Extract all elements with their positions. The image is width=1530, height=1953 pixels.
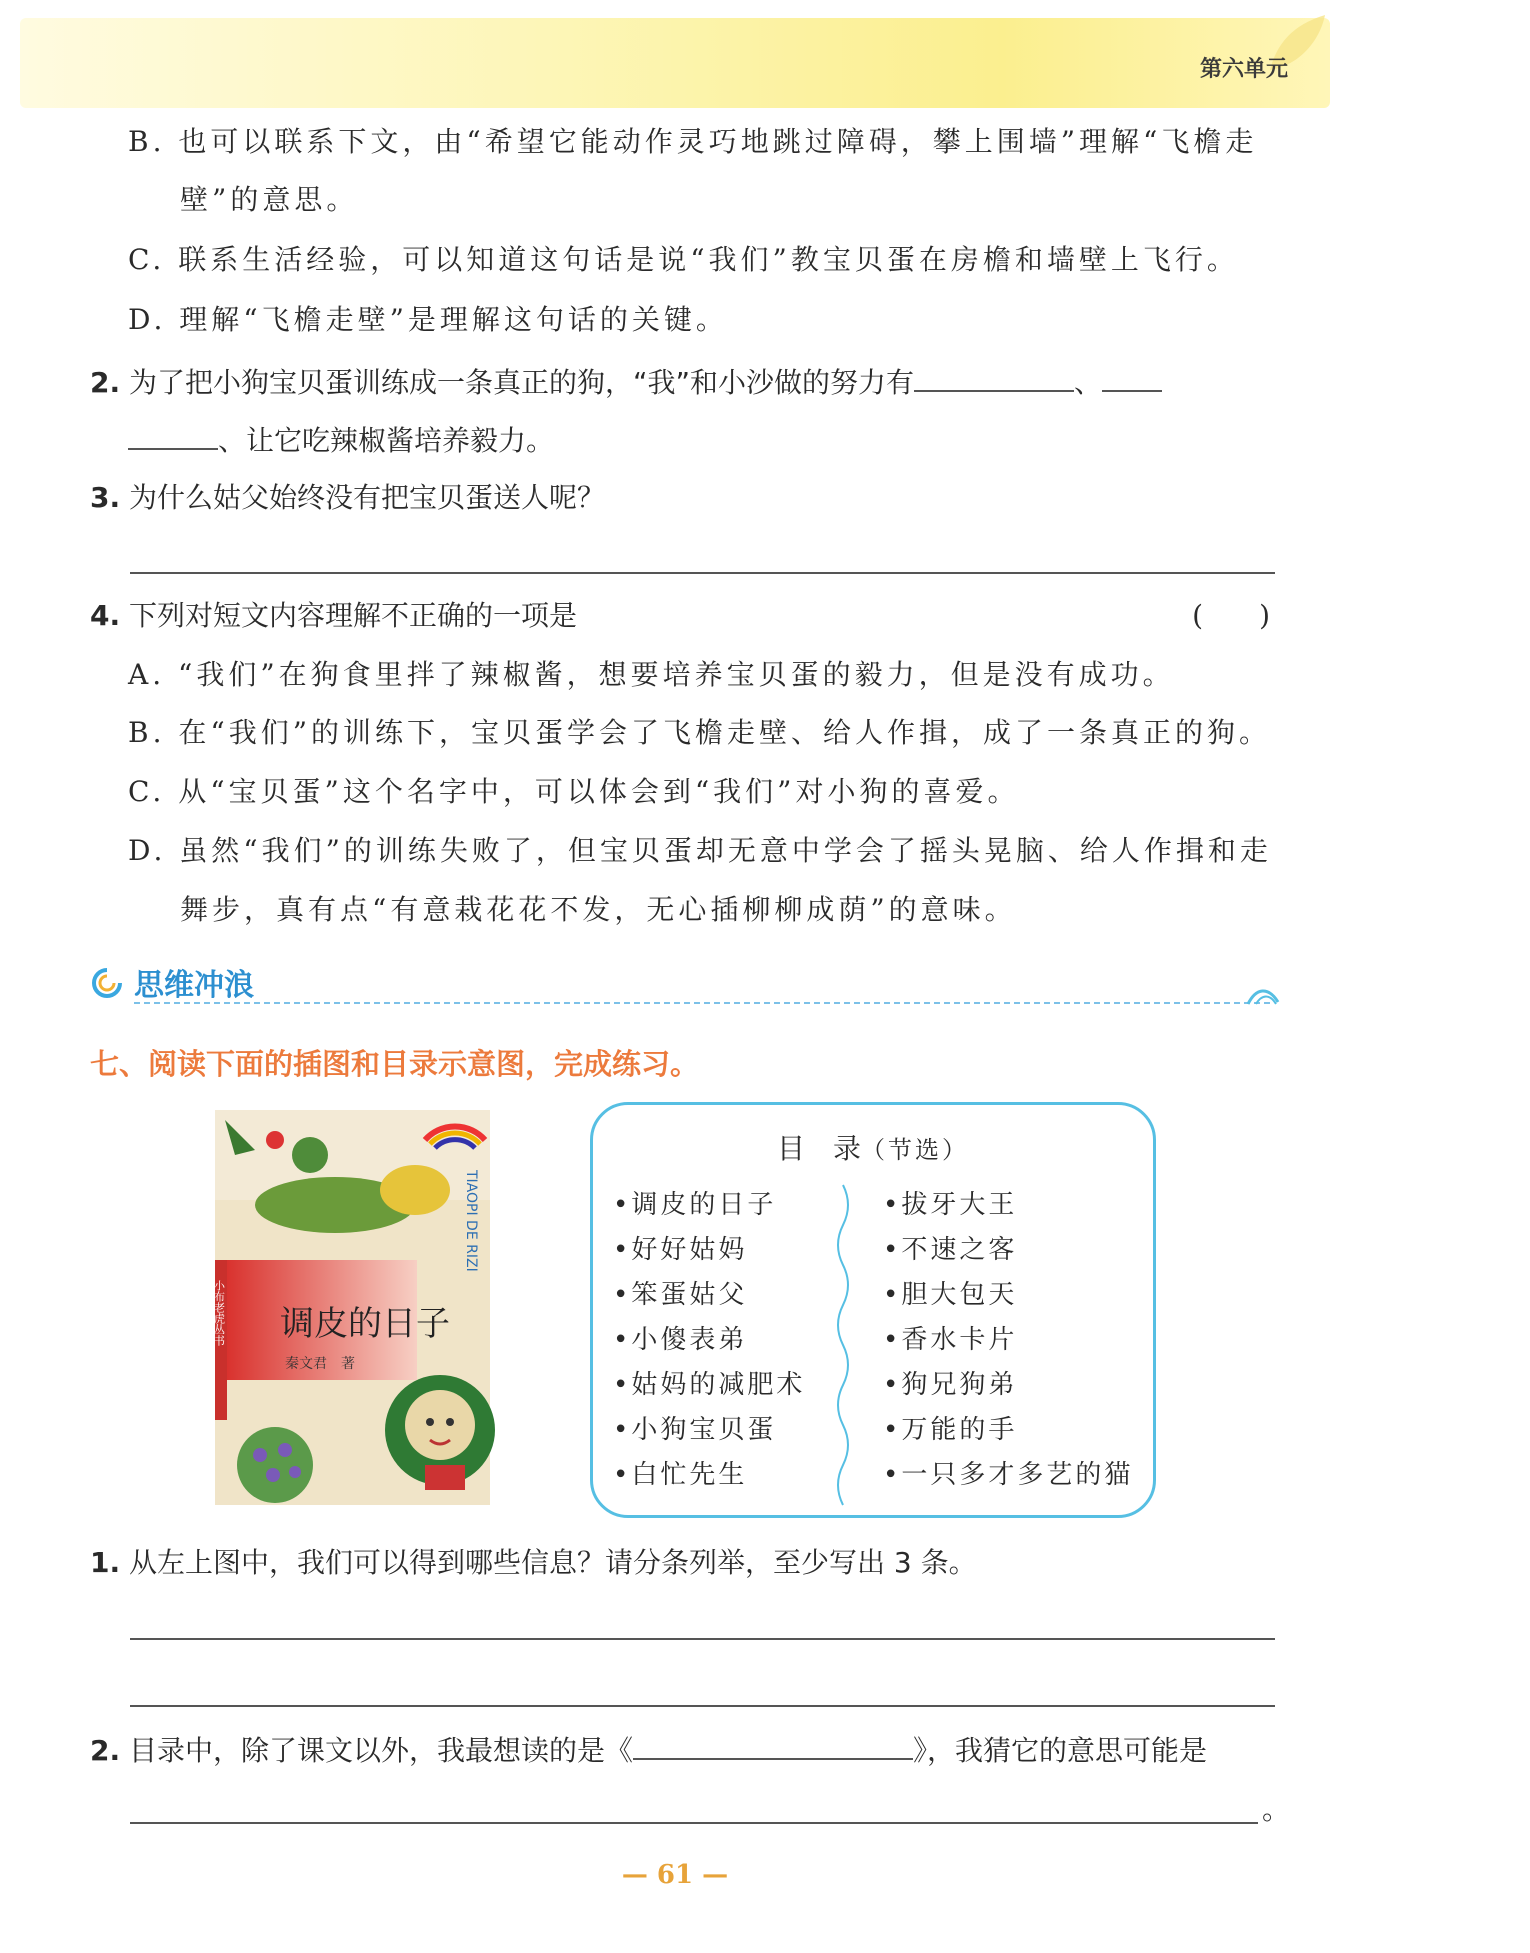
cover-title: 调皮的日子 <box>280 1304 450 1344</box>
answer-line[interactable] <box>130 1822 1258 1824</box>
question-number: 4. <box>90 599 121 632</box>
question-text: 从左上图中，我们可以得到哪些信息？请分条列举，至少写出 3 条。 <box>129 1546 977 1579</box>
answer-line[interactable] <box>130 1705 1275 1707</box>
toc-item: •香水卡片 <box>883 1325 1018 1355</box>
swirl-icon <box>90 966 124 1000</box>
toc-item: •拔牙大王 <box>883 1190 1018 1220</box>
toc-subtitle: （节选） <box>861 1136 969 1164</box>
question-text: 为什么姑父始终没有把宝贝蛋送人呢？ <box>129 481 606 514</box>
q4-option-c: C. 从“宝贝蛋”这个名字中，可以体会到“我们”对小狗的喜爱。 <box>128 775 1020 808</box>
toc-right-column <box>883 1183 1133 1498</box>
task-7-question-2 <box>90 1728 1440 1771</box>
question-text: 、让它吃辣椒酱培养毅力。 <box>218 424 555 457</box>
answer-parentheses[interactable]: ( ) <box>1192 599 1270 632</box>
toc-item: •万能的手 <box>883 1415 1018 1445</box>
separator: 、 <box>1074 366 1103 399</box>
question-2-cont <box>128 418 1478 461</box>
question-number: 1. <box>90 1546 121 1579</box>
toc-item: •调皮的日子 <box>613 1190 777 1220</box>
question-text: 下列对短文内容理解不正确的一项是 <box>129 599 578 632</box>
question-number: 3. <box>90 481 121 514</box>
wave-icon <box>1246 982 1280 1008</box>
cover-pinyin: TIAOPI DE RIZI <box>463 1170 479 1272</box>
q1-option-d: D. 理解“飞檐走壁”是理解这句话的关键。 <box>128 303 728 336</box>
question-text: 》，我猜它的意思可能是 <box>913 1734 1208 1767</box>
task-7-title: 七、阅读下面的插图和目录示意图，完成练习。 <box>90 1047 700 1081</box>
q4-option-d-line2: 舞步，真有点“有意栽花花不发，无心插柳柳成荫”的意味。 <box>180 893 1017 926</box>
header-band <box>20 18 1330 108</box>
book-cover-image <box>212 1110 490 1505</box>
cover-series: 小布老虎丛书 <box>212 1280 226 1346</box>
toc-item: •好好姑妈 <box>613 1235 748 1265</box>
page-number: — 61 — <box>621 1860 729 1890</box>
answer-line[interactable] <box>130 572 1275 574</box>
toc-item: •笨蛋姑父 <box>613 1280 748 1310</box>
toc-item: •白忙先生 <box>613 1460 748 1490</box>
question-2 <box>90 360 1440 403</box>
question-text: 为了把小狗宝贝蛋训练成一条真正的狗，“我”和小沙做的努力有 <box>129 366 915 399</box>
end-period: 。 <box>1262 1793 1291 1826</box>
answer-line[interactable] <box>130 1638 1275 1640</box>
book-title-blank[interactable] <box>633 1728 913 1760</box>
toc-divider-wave <box>833 1185 853 1505</box>
section-header <box>90 960 1280 1006</box>
q1-option-b-line1: B. 也可以联系下文，由“希望它能动作灵巧地跳过障碍，攀上围墙”理解“飞檐走 <box>128 125 1258 158</box>
cover-author: 秦文君 著 <box>285 1356 355 1372</box>
unit-label: 第六单元 <box>1199 57 1288 82</box>
answer-blank[interactable] <box>914 360 1074 392</box>
section-divider <box>134 1002 1270 1004</box>
answer-blank[interactable] <box>128 418 218 450</box>
task-7-question-1 <box>90 1543 1440 1583</box>
question-number: 2. <box>90 1734 121 1767</box>
question-text: 目录中，除了课文以外，我最想读的是《 <box>129 1734 634 1767</box>
q4-option-b: B. 在“我们”的训练下，宝贝蛋学会了飞檐走壁、给人作揖，成了一条真正的狗。 <box>128 716 1272 749</box>
toc-item: •小傻表弟 <box>613 1325 748 1355</box>
toc-item: •姑妈的减肥术 <box>613 1370 806 1400</box>
toc-heading: 目 录 <box>776 1132 861 1165</box>
toc-item: •胆大包天 <box>883 1280 1018 1310</box>
toc-title <box>593 1127 1153 1167</box>
table-of-contents-box <box>590 1102 1156 1518</box>
toc-item: •不速之客 <box>883 1235 1018 1265</box>
toc-item: •狗兄狗弟 <box>883 1370 1018 1400</box>
question-number: 2. <box>90 366 121 399</box>
q1-option-c: C. 联系生活经验，可以知道这句话是说“我们”教宝贝蛋在房檐和墙壁上飞行。 <box>128 243 1239 276</box>
q4-option-a: A. “我们”在狗食里拌了辣椒酱，想要培养宝贝蛋的毅力，但是没有成功。 <box>128 658 1175 691</box>
toc-item: •小狗宝贝蛋 <box>613 1415 777 1445</box>
question-3 <box>90 478 1440 518</box>
toc-left-column <box>613 1183 805 1498</box>
q1-option-b-line2: 壁”的意思。 <box>180 183 359 216</box>
q4-option-d-line1: D. 虽然“我们”的训练失败了，但宝贝蛋却无意中学会了摇头晃脑、给人作揖和走 <box>128 834 1272 867</box>
section-title: 思维冲浪 <box>134 968 254 1003</box>
answer-blank[interactable] <box>1102 360 1162 392</box>
toc-item: •一只多才多艺的猫 <box>883 1460 1134 1490</box>
